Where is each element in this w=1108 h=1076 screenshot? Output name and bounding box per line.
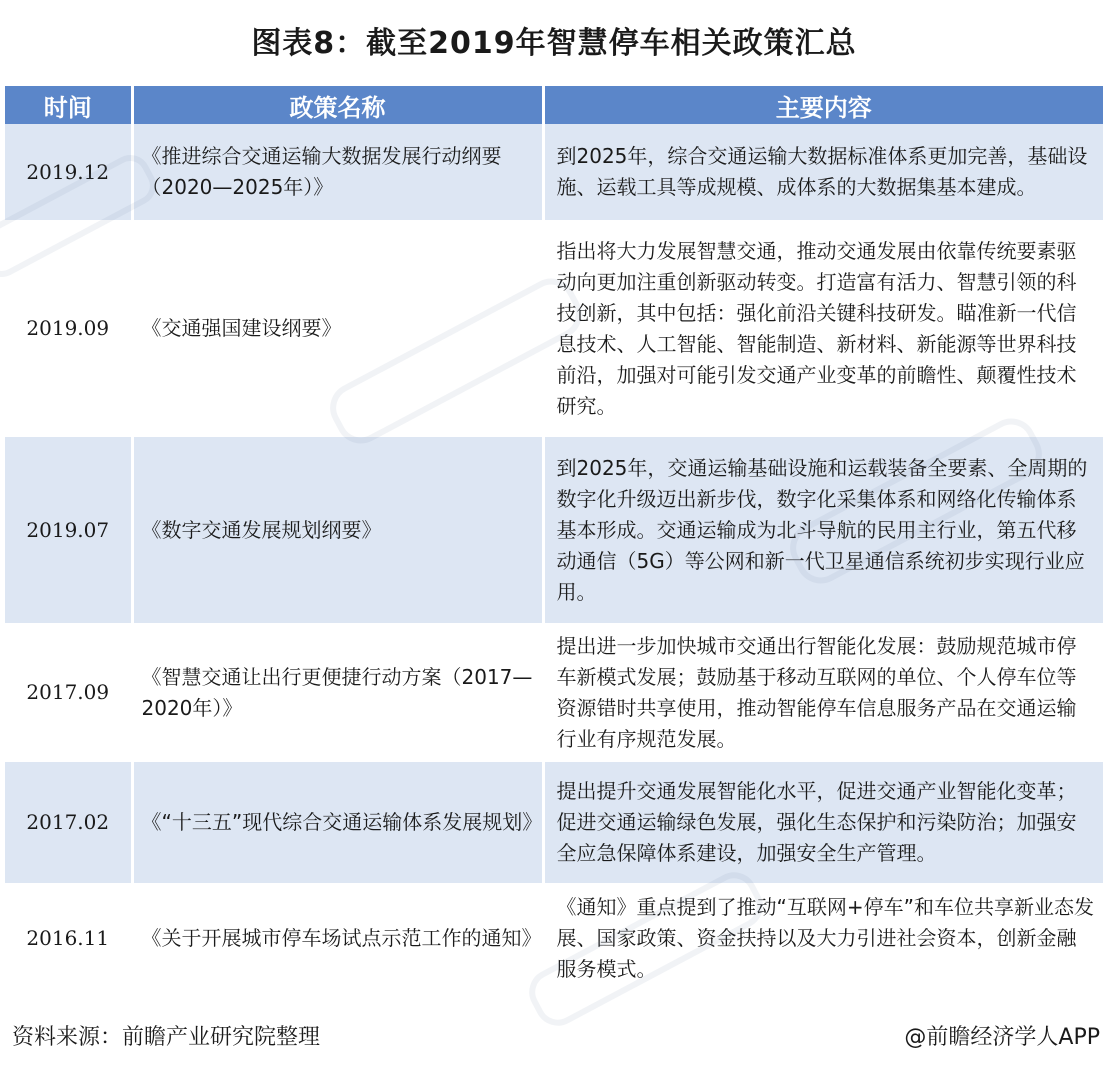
cell-policy-name: 《“十三五”现代综合交通运输体系发展规划》 (132, 762, 543, 883)
cell-time: 2017.02 (5, 762, 132, 883)
cell-main-content: 到2025年，综合交通运输大数据标准体系更加完善，基础设施、运载工具等成规模、成体系的大数据集基本建成。 (543, 124, 1103, 220)
cell-time: 2019.09 (5, 220, 132, 437)
cell-time: 2016.11 (5, 883, 132, 993)
source-note: 资料来源：前瞻产业研究院整理 (12, 1025, 321, 1050)
policy-table (5, 86, 1103, 993)
table-row (5, 623, 1103, 762)
column-header-time: 时间 (5, 86, 132, 124)
cell-main-content: 提出提升交通发展智能化水平，促进交通产业智能化变革；促进交通运输绿色发展，强化生态保护和污染防治；加强安全应急保障体系建设，加强安全生产管理。 (543, 762, 1103, 883)
cell-policy-name: 《交通强国建设纲要》 (132, 220, 543, 437)
table-row (5, 220, 1103, 437)
table-row (5, 883, 1103, 993)
column-header-main-content: 主要内容 (543, 86, 1103, 124)
cell-policy-name: 《数字交通发展规划纲要》 (132, 437, 543, 623)
cell-policy-name: 《关于开展城市停车场试点示范工作的通知》 (132, 883, 543, 993)
cell-time: 2017.09 (5, 623, 132, 762)
cell-time: 2019.12 (5, 124, 132, 220)
cell-time: 2019.07 (5, 437, 132, 623)
table-row (5, 762, 1103, 883)
cell-policy-name: 《推进综合交通运输大数据发展行动纲要（2020—2025年）》 (132, 124, 543, 220)
column-header-policy-name: 政策名称 (132, 86, 543, 124)
table-row (5, 124, 1103, 220)
table-row (5, 437, 1103, 623)
cell-policy-name: 《智慧交通让出行更便捷行动方案（2017—2020年）》 (132, 623, 543, 762)
table-header-row (5, 86, 1103, 124)
cell-main-content: 提出进一步加快城市交通出行智能化发展：鼓励规范城市停车新模式发展；鼓励基于移动互联网的单位、个人停车位等资源错时共享使用，推动智能停车信息服务产品在交通运输行业有序规范发展。 (543, 623, 1103, 762)
cell-main-content: 指出将大力发展智慧交通，推动交通发展由依靠传统要素驱动向更加注重创新驱动转变。打造富有活力、智慧引领的科技创新，其中包括：强化前沿关键科技研发。瞄准新一代信息技术、人工智能、智能制造、新材料、新能源等世界科技前沿，加强对可能引发交通产业变革的前瞻性、颠覆性技术研究。 (543, 220, 1103, 437)
credit-note: @前瞻经济学人APP (904, 1025, 1100, 1050)
page-title: 图表8：截至2019年智慧停车相关政策汇总 (251, 26, 857, 61)
cell-main-content: 到2025年，交通运输基础设施和运载装备全要素、全周期的数字化升级迈出新步伐，数字化采集体系和网络化传输体系基本形成。交通运输成为北斗导航的民用主行业，第五代移动通信（5G）等公网和新一代卫星通信系统初步实现行业应用。 (543, 437, 1103, 623)
cell-main-content: 《通知》重点提到了推动“互联网+停车”和车位共享新业态发展、国家政策、资金扶持以及大力引进社会资本，创新金融服务模式。 (543, 883, 1103, 993)
